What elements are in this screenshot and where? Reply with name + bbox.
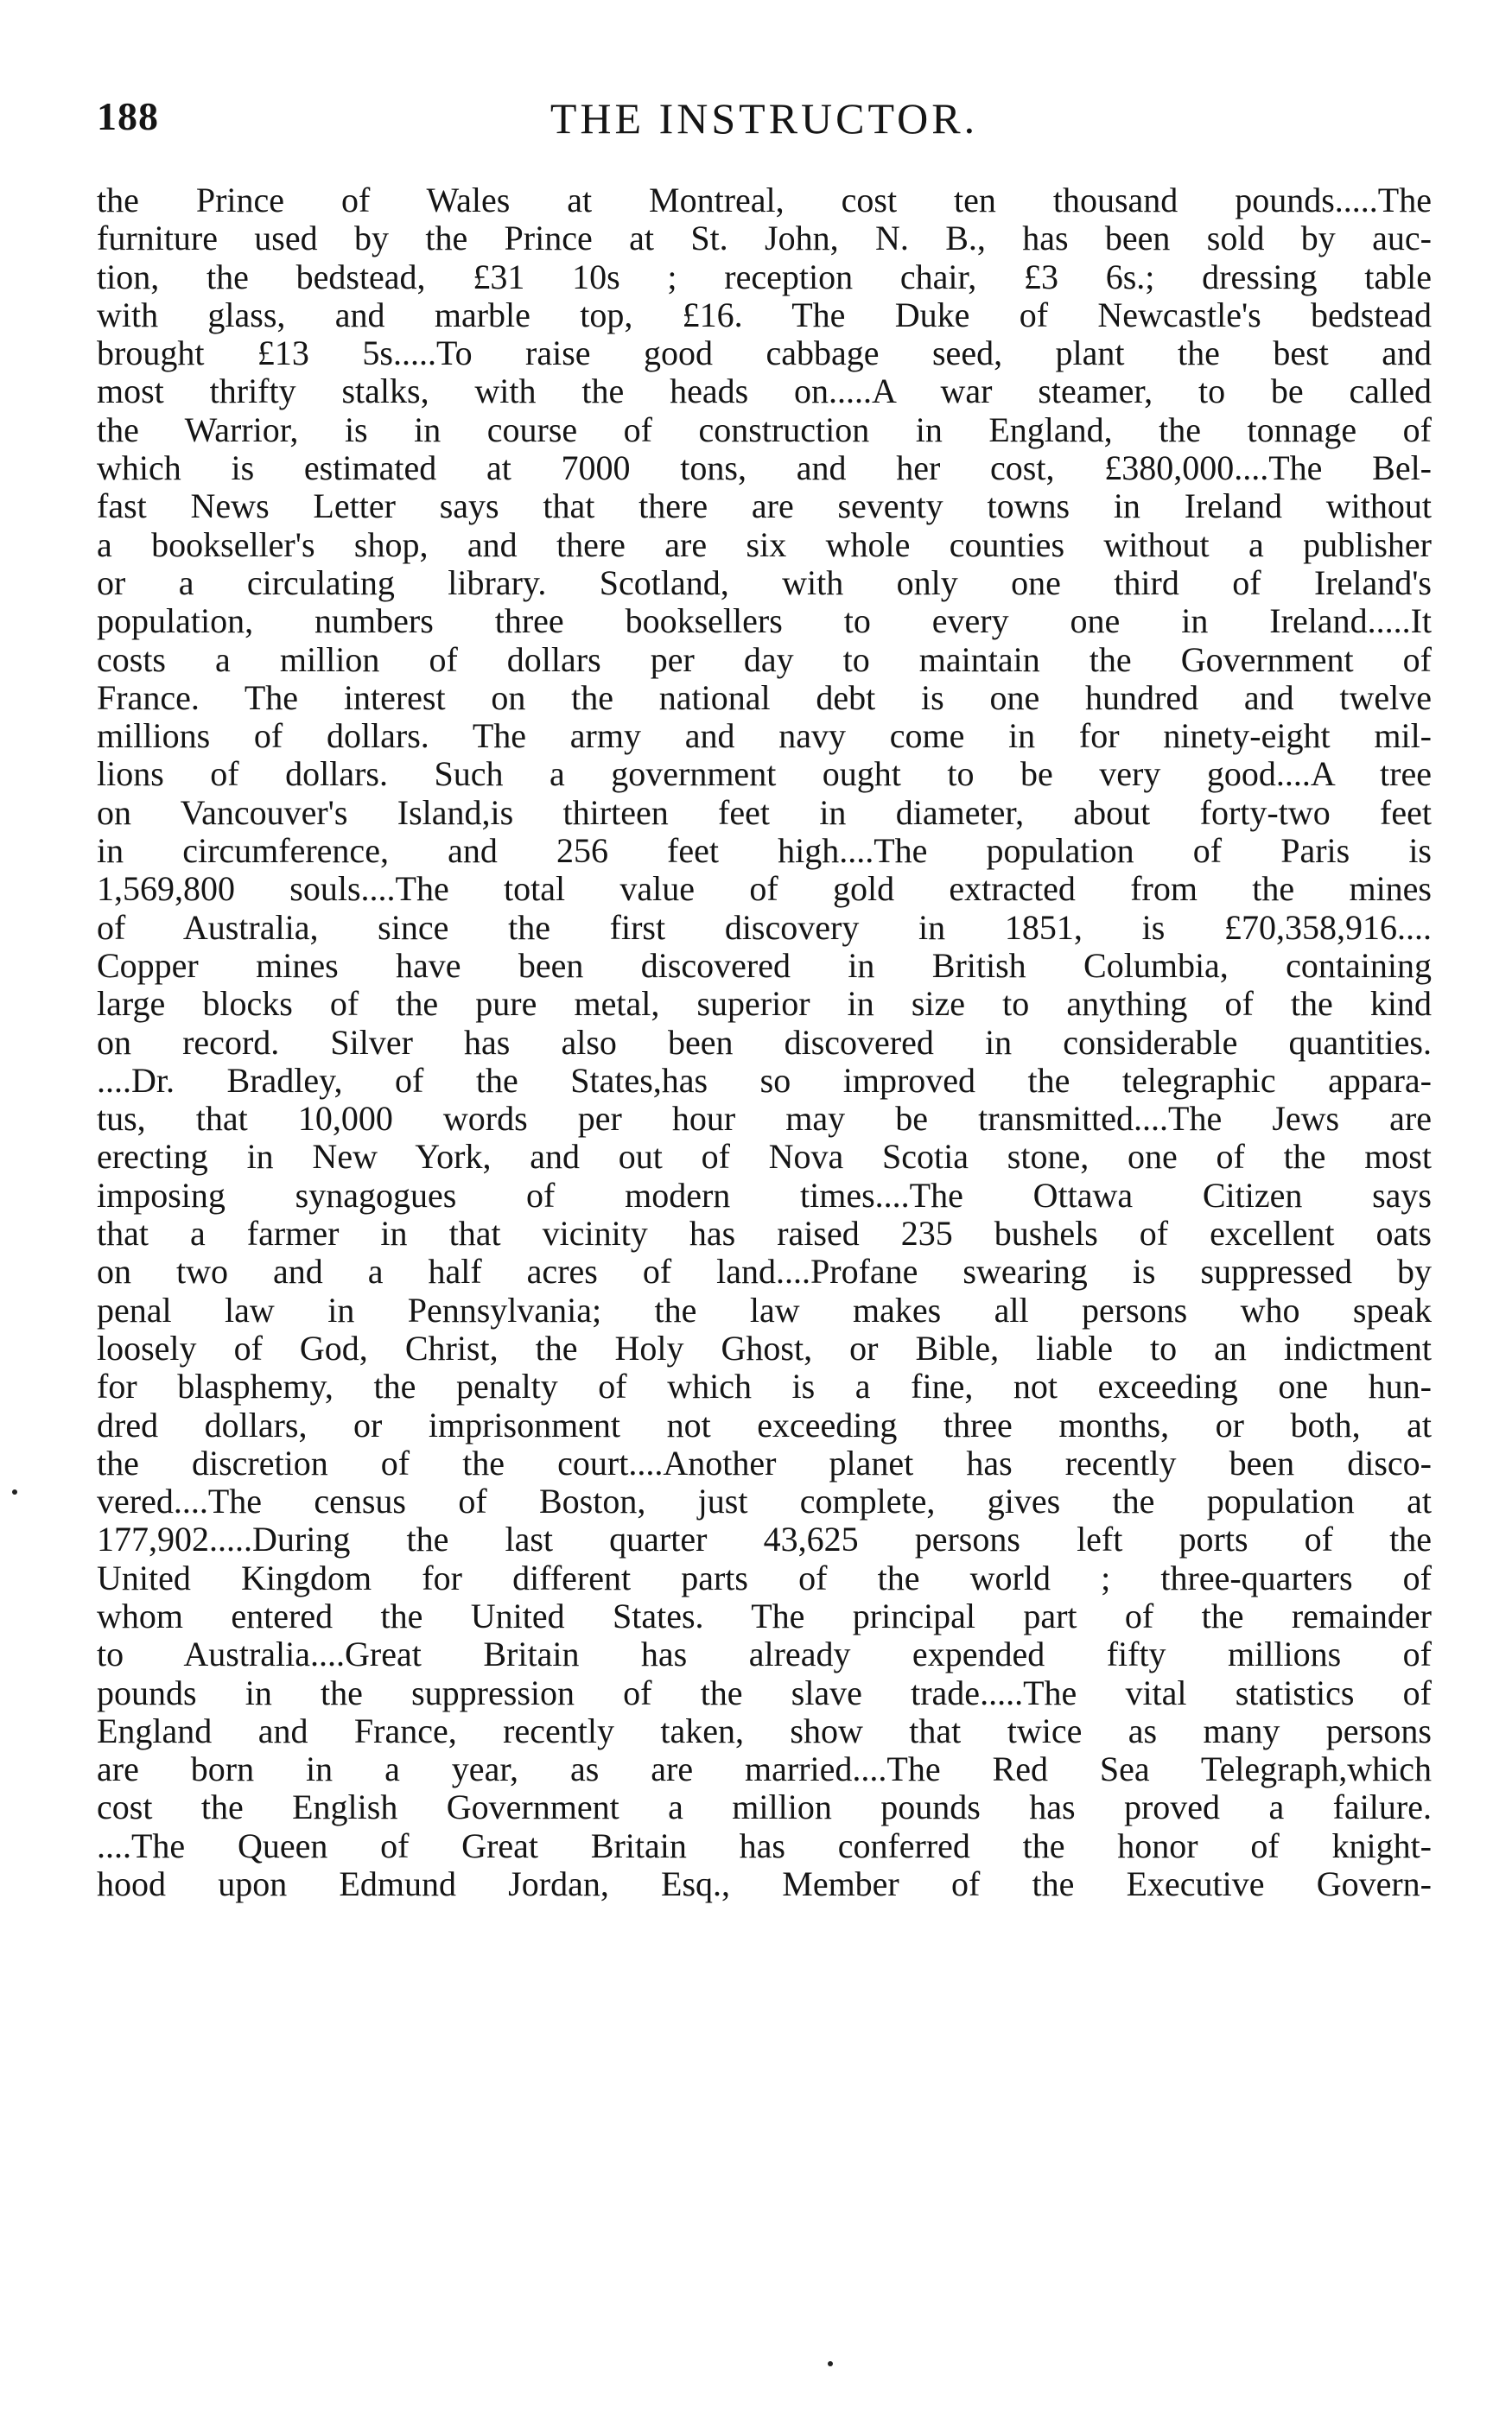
text-line: a bookseller's shop, and there are six whole counties without a publisher: [97, 524, 1432, 564]
text-line: on Vancouver's Island,is thirteen feet in diameter, about forty-two feet: [97, 792, 1432, 832]
page-number: 188: [97, 94, 159, 138]
text-line: vered....The census of Boston, just complete, gives the population at: [97, 1482, 1432, 1521]
text-line: millions of dollars. The army and navy come in for ninety-eight mil-: [97, 716, 1432, 756]
text-line: Copper mines have been discovered in British Columbia, containing: [97, 945, 1432, 985]
text-line: which is estimated at 7000 tons, and her cost, £380,000....The Bel-: [97, 448, 1432, 488]
text-line: tus, that 10,000 words per hour may be transmitted....The Jews are: [97, 1099, 1432, 1139]
text-line: for blasphemy, the penalty of which is a fine, not exceeding one hun-: [97, 1367, 1432, 1406]
text-line: ....The Queen of Great Britain has conferred the honor of knight-: [97, 1826, 1432, 1865]
text-line: the Prince of Wales at Montreal, cost ten thousand pounds.....The: [97, 181, 1432, 219]
text-line: or a circulating library. Scotland, with only one third of Ireland's: [97, 562, 1432, 602]
text-line: the discretion of the court....Another planet has recently been disco-: [97, 1443, 1432, 1483]
text-line: whom entered the United States. The principal part of the remainder: [97, 1596, 1432, 1635]
text-line: erecting in New York, and out of Nova Scotia stone, one of the most: [97, 1137, 1432, 1177]
text-line: 177,902.....During the last quarter 43,625 persons left ports of the: [97, 1520, 1432, 1559]
text-line: furniture used by the Prince at St. John, N. B., has been sold by auc-: [97, 219, 1432, 258]
text-line: that a farmer in that vicinity has raised 235 bushels of excellent oats: [97, 1214, 1432, 1254]
text-line: penal law in Pennsylvania; the law makes all persons who speak: [97, 1290, 1432, 1330]
text-line: dred dollars, or imprisonment not exceeding three months, or both, at: [97, 1405, 1432, 1445]
text-line: costs a million of dollars per day to maintain the Government of: [97, 639, 1432, 679]
margin-speck: [12, 1489, 17, 1495]
text-line: large blocks of the pure metal, superior in size to anything of the kind: [97, 984, 1432, 1024]
text-line: are born in a year, as are married....The Red Sea Telegraph,which: [97, 1749, 1432, 1789]
text-line: on record. Silver has also been discovered in considerable quantities.: [97, 1022, 1432, 1062]
text-line: population, numbers three booksellers to every one in Ireland.....It: [97, 601, 1432, 641]
text-line: lions of dollars. Such a government ought to be very good....A tree: [97, 754, 1432, 794]
text-line: with glass, and marble top, £16. The Duke of Newcastle's bedstead: [97, 295, 1432, 334]
text-line: England and France, recently taken, show that twice as many persons: [97, 1711, 1432, 1750]
text-line: to Australia....Great Britain has already expended fifty millions of: [97, 1635, 1432, 1674]
text-line: 1,569,800 souls....The total value of gold extracted from the mines: [97, 869, 1432, 909]
text-line: most thrifty stalks, with the heads on.....A war steamer, to be called: [97, 371, 1432, 411]
running-head: THE INSTRUCTOR.: [550, 94, 979, 143]
text-line: of Australia, since the first discovery in 1851, is £70,358,916....: [97, 907, 1432, 947]
text-line: loosely of God, Christ, the Holy Ghost, or Bible, liable to an indictment: [97, 1328, 1432, 1368]
text-line: the Warrior, is in course of construction in England, the tonnage of: [97, 410, 1432, 449]
text-line: United Kingdom for different parts of the world ; three-quarters of: [97, 1558, 1432, 1597]
bottom-speck: [828, 2361, 833, 2366]
text-line: on two and a half acres of land....Profane swearing is suppressed by: [97, 1252, 1432, 1292]
text-line: cost the English Government a million pounds has proved a failure.: [97, 1787, 1432, 1827]
text-line: pounds in the suppression of the slave trade.....The vital statistics of: [97, 1673, 1432, 1712]
text-line: ....Dr. Bradley, of the States,has so improved the telegraphic appara-: [97, 1060, 1432, 1100]
text-line: France. The interest on the national debt is one hundred and twelve: [97, 677, 1432, 717]
text-line: tion, the bedstead, £31 10s ; reception chair, £3 6s.; dressing table: [97, 257, 1432, 296]
text-line: imposing synagogues of modern times....The Ottawa Citizen says: [97, 1175, 1432, 1215]
text-line: hood upon Edmund Jordan, Esq., Member of the Executive Govern-: [97, 1864, 1432, 1904]
body-text: [97, 181, 1432, 1903]
page-header: [97, 93, 1432, 162]
text-line: in circumference, and 256 feet high....The population of Paris is: [97, 831, 1432, 871]
text-line: brought £13 5s.....To raise good cabbage seed, plant the best and: [97, 333, 1432, 373]
text-line: fast News Letter says that there are seventy towns in Ireland without: [97, 486, 1432, 526]
